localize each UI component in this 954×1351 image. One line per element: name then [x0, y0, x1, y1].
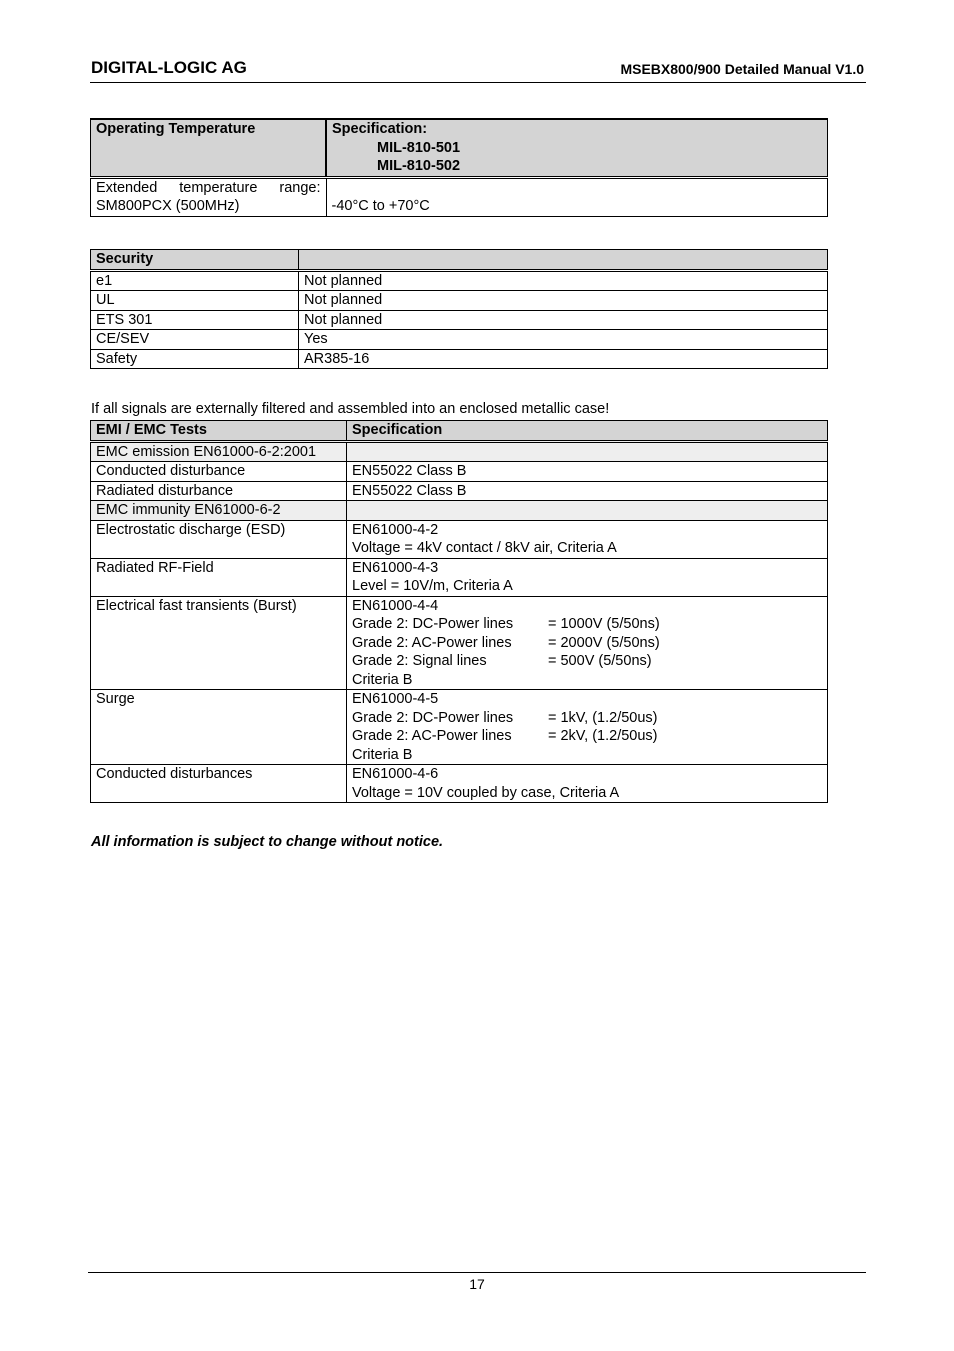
table-row	[91, 349, 828, 369]
table-row	[91, 270, 828, 291]
section-empty	[347, 441, 828, 462]
detail-line: Level = 10V/m, Criteria A	[352, 578, 513, 594]
row-label: Radiated disturbance	[91, 481, 347, 501]
header-cell-spec	[326, 119, 828, 177]
table-row	[91, 177, 828, 216]
row-value	[347, 558, 828, 596]
table-row	[91, 765, 828, 803]
header-cell: Security	[91, 250, 299, 271]
grade-line	[352, 727, 822, 746]
section-label: EMC immunity EN61000-6-2	[91, 501, 347, 521]
section-empty	[347, 501, 828, 521]
emi-emc-table	[90, 420, 828, 803]
row-value: -40°C to +70°C	[326, 177, 828, 216]
table-row	[91, 596, 828, 690]
row-label: Radiated RF-Field	[91, 558, 347, 596]
grade-label: Grade 2: AC-Power lines	[352, 634, 512, 651]
change-notice: All information is subject to change without notice.	[91, 834, 444, 850]
row-label: Conducted disturbance	[91, 462, 347, 482]
header-cell: Operating Temperature	[91, 119, 327, 177]
grade-label: Grade 2: DC-Power lines	[352, 616, 514, 632]
row-label: e1	[91, 270, 299, 291]
grade-label: Grade 2: Signal lines	[352, 653, 487, 669]
row-label: Conducted disturbances	[91, 765, 347, 803]
company-name: DIGITAL-LOGIC AG	[91, 58, 247, 77]
spec-standard: MIL-810-501	[377, 139, 461, 156]
standard-line: EN61000-4-6	[352, 766, 439, 782]
spec-standard: MIL-810-502	[377, 158, 461, 174]
page-footer	[88, 1272, 866, 1292]
row-value: Not planned	[299, 310, 828, 330]
page-header	[90, 56, 866, 83]
row-label-line: Extended temperature range:	[96, 179, 321, 196]
operating-temperature-table	[90, 118, 828, 217]
table-row	[91, 520, 828, 558]
table-row	[91, 462, 828, 482]
standard-line: EN61000-4-4	[352, 597, 439, 614]
header-cell: EMI / EMC Tests	[91, 421, 347, 442]
row-label: Electrical fast transients (Burst)	[91, 596, 347, 690]
row-value	[347, 690, 828, 765]
detail-line: Voltage = 10V coupled by case, Criteria A	[352, 784, 620, 801]
grade-value: = 2000V (5/50ns)	[548, 634, 660, 651]
table-header-row	[91, 119, 828, 177]
header-cell-empty	[299, 250, 828, 271]
table-row	[91, 481, 828, 501]
section-label: EMC emission EN61000-6-2:2001	[91, 441, 347, 462]
row-value: EN55022 Class B	[347, 481, 828, 501]
grade-line	[352, 709, 822, 728]
row-value	[347, 596, 828, 690]
row-label: Electrostatic discharge (ESD)	[91, 520, 347, 558]
spec-label: Specification:	[332, 121, 428, 137]
table-row	[91, 330, 828, 350]
standard-line: EN61000-4-3	[352, 559, 439, 576]
grade-value: = 1000V (5/50ns)	[548, 616, 660, 632]
page-number: 17	[469, 1276, 485, 1292]
grade-line	[352, 615, 822, 634]
criteria-line: Criteria B	[352, 746, 413, 763]
table-row	[91, 291, 828, 311]
row-value	[347, 520, 828, 558]
grade-label: Grade 2: DC-Power lines	[352, 709, 514, 726]
row-label: Surge	[91, 690, 347, 765]
grade-label: Grade 2: AC-Power lines	[352, 728, 512, 744]
table-header-row	[91, 421, 828, 442]
table-header-row	[91, 250, 828, 271]
criteria-line: Criteria B	[352, 671, 413, 688]
emi-note: If all signals are externally filtered and assembled into an enclosed metallic case!	[91, 401, 610, 417]
row-value: Not planned	[299, 291, 828, 311]
row-value	[347, 765, 828, 803]
row-value: AR385-16	[299, 349, 828, 369]
row-label: UL	[91, 291, 299, 311]
security-table	[90, 249, 828, 369]
grade-value: = 2kV, (1.2/50us)	[548, 728, 658, 744]
grade-line	[352, 652, 822, 671]
row-value: EN55022 Class B	[347, 462, 828, 482]
grade-line	[352, 634, 822, 653]
detail-line: Voltage = 4kV contact / 8kV air, Criteria A	[352, 540, 617, 556]
table-row	[91, 690, 828, 765]
row-label: ETS 301	[91, 310, 299, 330]
row-label-line: SM800PCX (500MHz)	[96, 198, 240, 214]
grade-value: = 1kV, (1.2/50us)	[548, 709, 658, 726]
grade-value: = 500V (5/50ns)	[548, 653, 652, 669]
row-value: Yes	[299, 330, 828, 350]
row-label: Safety	[91, 349, 299, 369]
manual-title: MSEBX800/900 Detailed Manual V1.0	[620, 61, 864, 77]
table-row	[91, 310, 828, 330]
row-label	[91, 177, 327, 216]
section-row-emission	[91, 441, 828, 462]
table-row	[91, 558, 828, 596]
standard-line: EN61000-4-5	[352, 691, 439, 707]
section-row-immunity	[91, 501, 828, 521]
row-label: CE/SEV	[91, 330, 299, 350]
header-cell: Specification	[347, 421, 828, 442]
standard-line: EN61000-4-2	[352, 521, 439, 538]
row-value: Not planned	[299, 270, 828, 291]
